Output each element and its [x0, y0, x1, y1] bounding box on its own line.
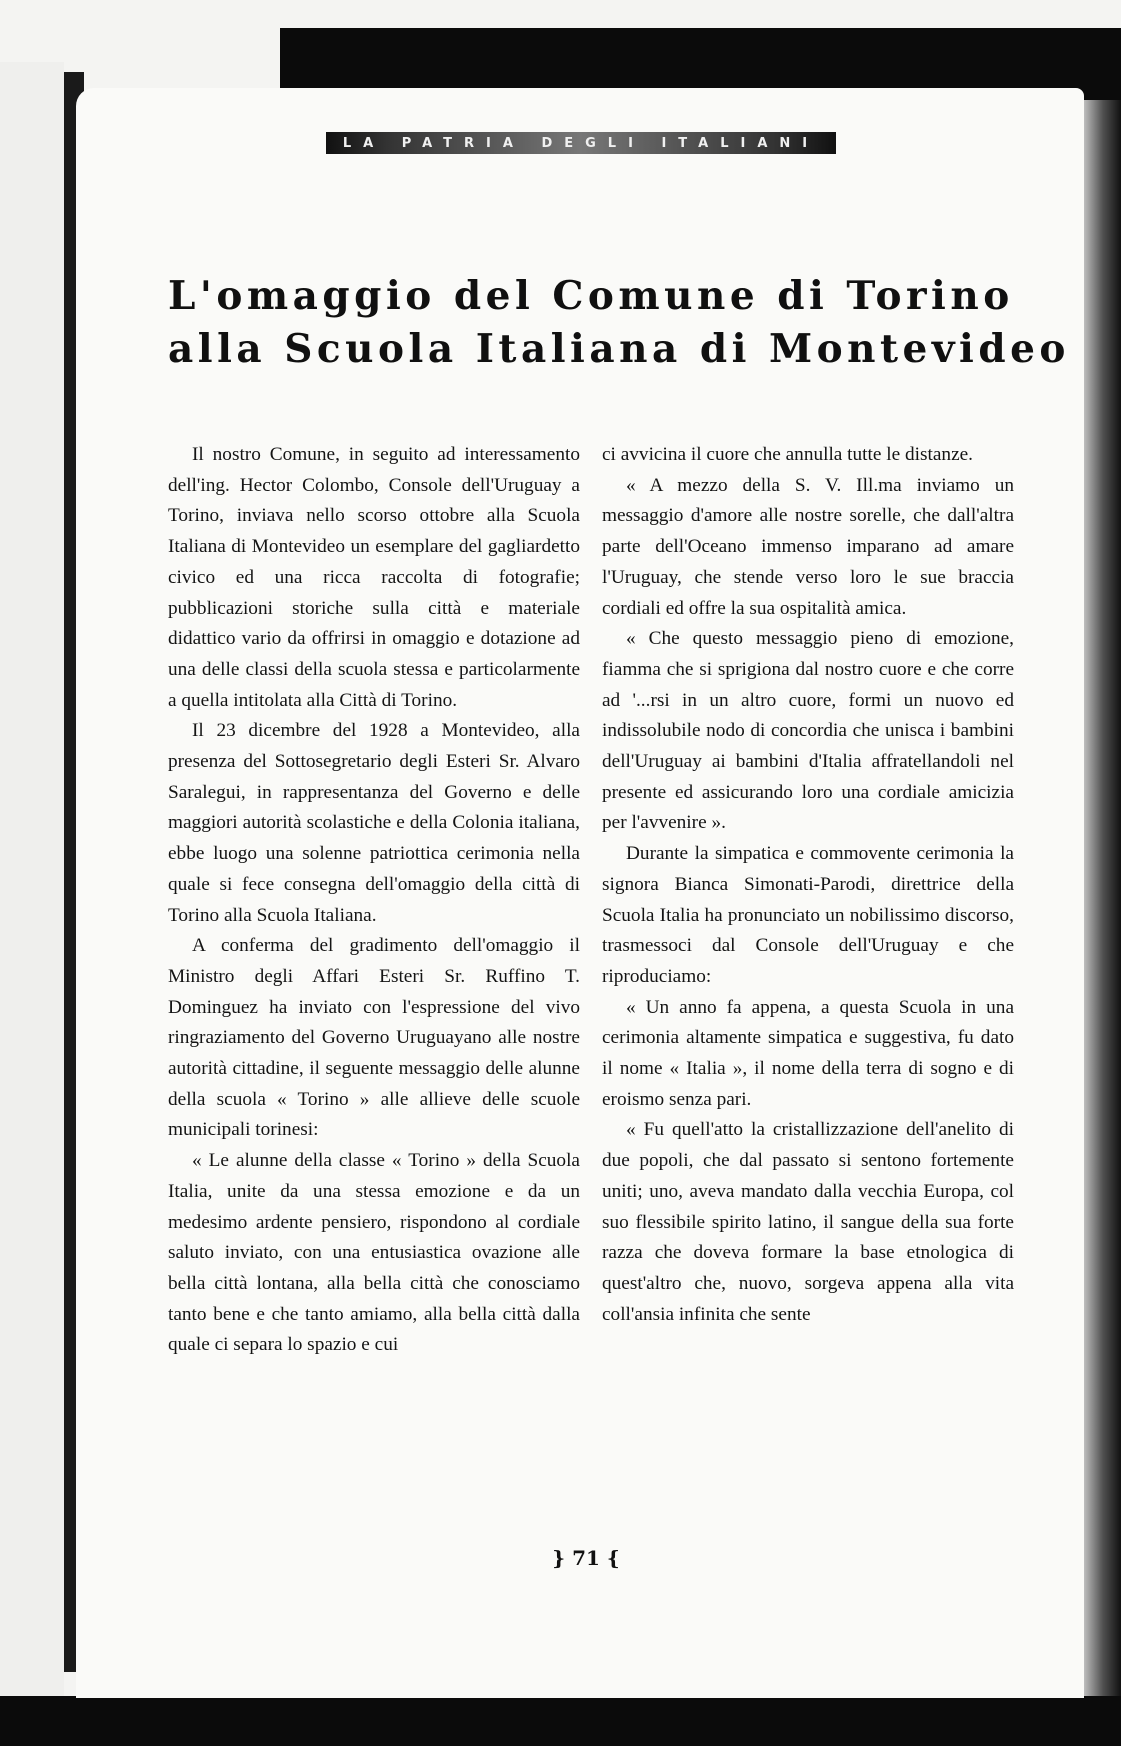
document-page — [76, 88, 1084, 1698]
right-column — [602, 440, 1014, 1330]
paragraph: « A mezzo della S. V. Ill.ma inviamo un messaggio d'amore alle nostre sorelle, che dall'altra parte dell'Oceano immenso imparano ad amare l'Uruguay, che stende verso loro le sue braccia cordiali ed offre la sua ospitalità amica. — [602, 474, 1014, 619]
paragraph: « Un anno fa appena, a questa Scuola in una cerimonia altamente simpatica e suggestiva, fu dato il nome « Italia », il nome della terra di sogno e di eroismo senza pari. — [602, 996, 1014, 1110]
paragraph: « Le alunne della classe « Torino » della Scuola Italia, unite da una stessa emozione e da un medesimo ardente pensiero, rispondono al cordiale saluto inviato, con una entusiastica ovazione alle bella città lontana, alla bella città che conosciamo tanto bene e che tanto amiamo, alla bella città dalla quale ci separa lo spazio e cui — [168, 1150, 580, 1356]
article-title — [168, 270, 1070, 376]
left-column — [168, 440, 580, 1361]
title-line-1: L'omaggio del Comune di Torino — [168, 273, 1014, 319]
scan-margin-top-left — [0, 0, 285, 62]
running-head-band — [326, 132, 836, 154]
paragraph: A conferma del gradimento dell'omaggio il Ministro degli Affari Esteri Sr. Ruffino T. Dominguez ha inviato con l'espressione del vivo ringraziamento del Governo Uruguayano alle nostre autorità cittadine, il seguente messaggio delle alunne della scuola « Torino » alle allieve delle scuole municipali torinesi: — [168, 935, 580, 1141]
paragraph: « Che questo messaggio pieno di emozione, fiamma che si sprigiona dal nostro cuore e che corre ad '...rsi in un altro cuore, formi un nuovo ed indissolubile nodo di concordia che unisca i bambini dell'Uruguay ai bambini d'Italia affratellandoli nel presente ed assicurando loro una cordiale amicizia per l'avvenire ». — [602, 628, 1014, 834]
running-head: LA PATRIA DEGLI ITALIANI — [342, 135, 820, 151]
page-number: } 71 { — [552, 1546, 620, 1570]
paragraph: Il 23 dicembre del 1928 a Montevideo, alla presenza del Sottosegretario degli Esteri Sr. Alvaro Saralegui, in rappresentanza del Governo e delle maggiori autorità scolastiche e della Colonia italiana, ebbe luogo una solenne patriottica cerimonia nella quale si fece consegna dell'omaggio della città di Torino alla Scuola Italiana. — [168, 720, 580, 926]
title-line-2: alla Scuola Italiana di Montevideo — [168, 326, 1070, 372]
scan-margin-left — [0, 62, 64, 1746]
paragraph: Il nostro Comune, in seguito ad interessamento dell'ing. Hector Colombo, Console dell'Uruguay a Torino, inviava nello scorso ottobre alla Scuola Italiana di Montevideo un esemplare del gagliardetto civico ed una ricca raccolta di fotografie; pubblicazioni storiche sulla città e materiale didattico vario da offrirsi in omaggio e dotazione ad una delle classi della scuola stessa e particolarmente a quella intitolata alla Città di Torino. — [168, 444, 580, 711]
paragraph: Durante la simpatica e commovente cerimonia la signora Bianca Simonati-Parodi, direttrice della Scuola Italia ha pronunciato un nobilissimo discorso, trasmessoci dal Console dell'Uruguay e che riproduciamo: — [602, 843, 1014, 987]
scan-dark-border-right — [1081, 100, 1121, 1746]
paragraph: « Fu quell'atto la cristallizzazione dell'anelito di due popoli, che dal passato si sentono fortemente uniti; uno, aveva mandato dalla vecchia Europa, col suo flessibile spirito latino, il sangue della sua forte razza che doveva formare la base etnologica di quest'altro che, nuovo, sorgeva appena alla vita coll'ansia infinita che sente — [602, 1119, 1014, 1325]
paragraph: ci avvicina il cuore che annulla tutte le distanze. — [602, 444, 974, 465]
scan-dark-border-bottom — [0, 1696, 1121, 1746]
